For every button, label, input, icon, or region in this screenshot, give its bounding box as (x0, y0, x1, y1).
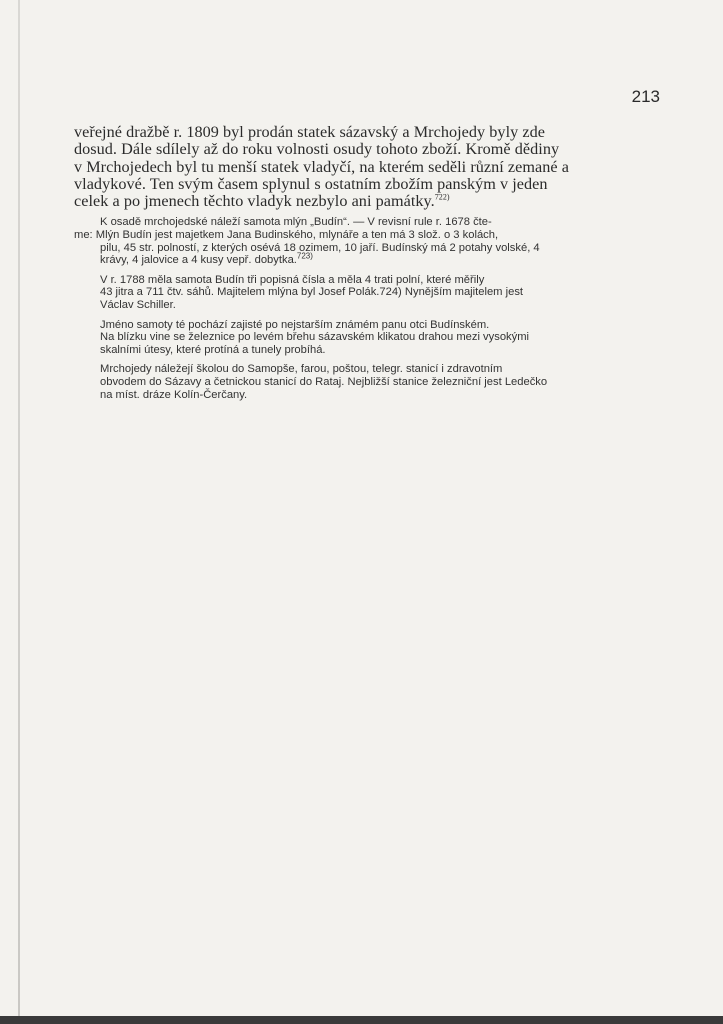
page-edge (18, 0, 20, 1024)
text-line: skalními útesy, které protíná a tunely probíhá. (100, 343, 326, 356)
paragraph-mill-budin (74, 216, 652, 266)
footnote-ref: 722) (434, 192, 450, 202)
text-line: dosud. Dále sdílely až do roku volnosti osudy tohoto zboží. Kromě dědiny (74, 140, 560, 159)
text-segment: celek a po jmenech těchto vladyk nezbylo ani památky. (74, 192, 435, 211)
text-line: Mrchojedy náležejí školou do Samopše, farou, poštou, telegr. stanicí i zdravotním (100, 363, 503, 376)
scan-border (0, 1016, 723, 1024)
text-line: obvodem do Sázavy a četnickou stanicí do Rataj. Nejbližší stanice železniční jest Ledečko (100, 376, 548, 389)
text-line (74, 251, 652, 267)
text-line: vladykové. Ten svým časem splynul s ostatním zbožím panským v jeden (74, 174, 548, 193)
text-line: V r. 1788 měla samota Budín tři popisná čísla a měla 4 trati polní, které měřily (100, 273, 485, 286)
text-line: Jméno samoty té pochází zajisté po nejstarším známém panu otci Budínském. (100, 318, 490, 331)
text-line: K osadě mrchojedské náleží samota mlýn „Budín“. — V revisní rule r. 1678 čte- (100, 216, 492, 229)
paragraph-main (74, 124, 652, 210)
text-segment: krávy, 4 jalovice a 4 kusy vepř. dobytka. (100, 254, 297, 267)
paragraph-services (74, 363, 652, 401)
text-line: Na blízku vine se železnice po levém břehu sázavském klikatou drahou mezi vysokými (100, 331, 530, 344)
paragraph-name-origin (74, 319, 652, 357)
text-line: 43 jitra a 711 čtv. sáhů. Majitelem mlýna byl Josef Polák.724) Nynějším majitelem jest (100, 286, 524, 299)
text-line: v Mrchojedech byl tu menší statek vladyčí, na kterém seděli různí zemané a (74, 157, 569, 176)
page-body (74, 124, 652, 408)
text-line: na míst. dráze Kolín-Čerčany. (100, 388, 248, 401)
page-number: 213 (631, 87, 660, 106)
text-line: pilu, 45 str. polností, z kterých osévá 18 ozimem, 10 jaří. Budínský má 2 potahy volské, 4 (100, 241, 540, 254)
text-line: Václav Schiller. (100, 299, 176, 312)
paragraph-1788 (74, 274, 652, 312)
text-line: me: Mlýn Budín jest majetkem Jana Budinského, mlynáře a ten má 3 slož. o 3 kolách, (74, 229, 499, 242)
text-line: veřejné dražbě r. 1809 byl prodán statek sázavský a Mrchojedy byly zde (74, 123, 545, 141)
footnote-ref: 723) (296, 251, 313, 261)
text-line (74, 193, 652, 210)
